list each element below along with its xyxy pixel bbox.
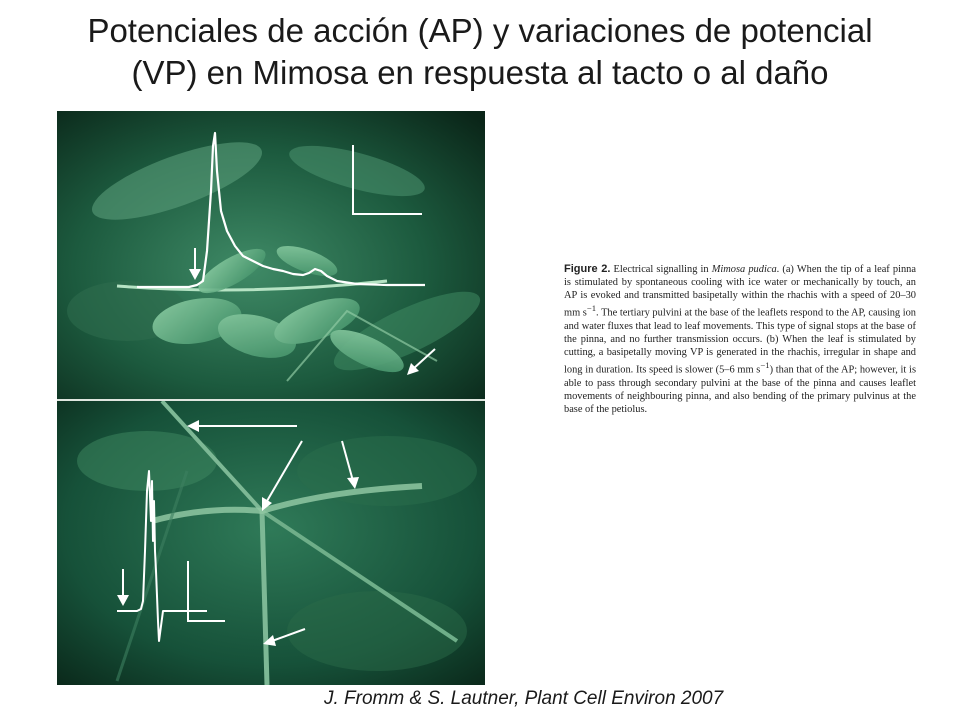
panel-b-variation-potential [57,401,485,685]
caption-label: Figure 2. [564,263,611,275]
panel-a-photo [57,111,485,399]
slide-title [0,10,960,94]
panel-a-action-potential [57,111,485,399]
figure-caption [564,263,916,416]
caption-text-2: . (a) When the tip of a leaf pinna is stimulated by spontaneous cooling with ice water or mechanically by touch, an AP is evoked and transmitted basipetally within the rhachis with a speed of 20–30 mm s [564,264,916,319]
caption-text-4: ) than that of the AP; however, it is able to pass through secondary pulvini at the base of the pinna and causes leaflet movements of neighbouring pinna, and also bending of the primary pulvinus at the base of the petiolus. [564,364,916,415]
title-line-2: (VP) en Mimosa en respuesta al tacto o al daño [131,54,829,91]
caption-text-3: . The tertiary pulvini at the base of the leaflets respond to the AP, causing ion and water fluxes that lead to leaf movements. This type of signal stops at the base of the pinna, and no further transmission occurs. (b) When the leaf is stimulated by cutting, a basipetally moving VP is generated in the rhachis, irregular in shape and long in duration. Its speed is slower (5–6 mm s [564,307,916,376]
citation: J. Fromm & S. Lautner, Plant Cell Environ 2007 [324,688,724,709]
caption-species: Mimosa pudica [711,264,777,275]
caption-text-1: Electrical signalling in [613,264,709,275]
title-line-1: Potenciales de acción (AP) y variaciones de potencial [87,12,873,49]
caption-sup-2: −1 [760,360,770,371]
panel-b-photo [57,401,485,685]
caption-sup-1: −1 [586,303,597,314]
mimosa-figure [57,111,485,685]
